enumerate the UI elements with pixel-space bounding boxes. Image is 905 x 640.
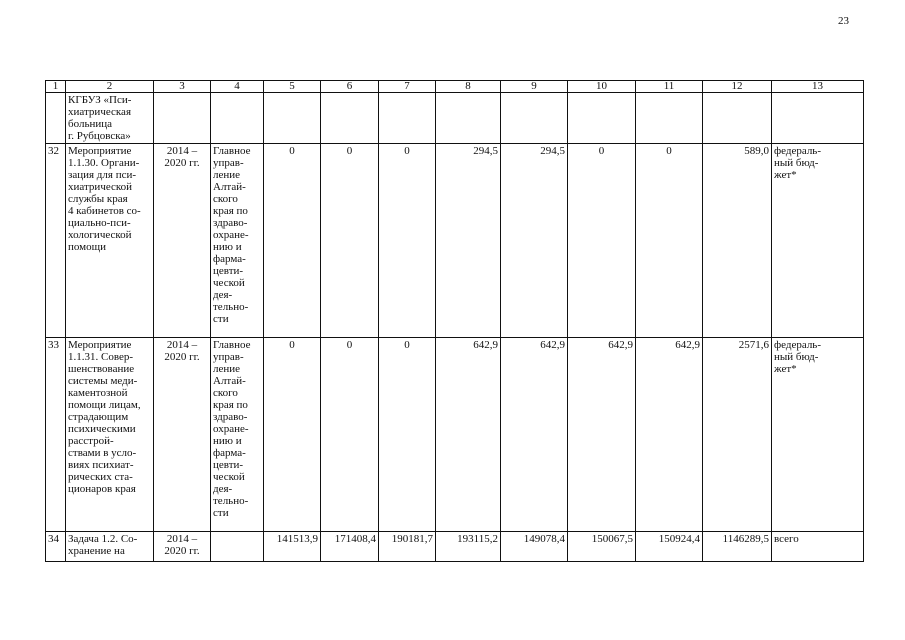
row-name: КГБУЗ «Пси- хиатрическая больница г. Рубцовска» [66, 93, 154, 144]
value-cell: 642,9 [636, 338, 703, 532]
value-cell [636, 93, 703, 144]
row-source: федераль- ный бюд- жет* [772, 338, 864, 532]
header-cell-5: 5 [264, 81, 321, 93]
value-cell: 0 [379, 338, 436, 532]
row-period: 2014 – 2020 гг. [154, 144, 211, 338]
value-cell: 642,9 [436, 338, 501, 532]
row-executor [211, 93, 264, 144]
value-cell: 150924,4 [636, 532, 703, 562]
table-row [46, 93, 864, 144]
header-cell-2: 2 [66, 81, 154, 93]
row-source: всего [772, 532, 864, 562]
value-cell: 141513,9 [264, 532, 321, 562]
header-cell-13: 13 [772, 81, 864, 93]
row-executor: Главное управ- ление Алтай- ского края по здраво- охране- нию и фарма- цевти- ческой дея- тельно- сти [211, 338, 264, 532]
header-cell-6: 6 [321, 81, 379, 93]
value-cell: 0 [379, 144, 436, 338]
header-cell-4: 4 [211, 81, 264, 93]
value-cell: 150067,5 [568, 532, 636, 562]
header-cell-7: 7 [379, 81, 436, 93]
value-cell [379, 93, 436, 144]
header-cell-10: 10 [568, 81, 636, 93]
value-cell: 149078,4 [501, 532, 568, 562]
header-cell-12: 12 [703, 81, 772, 93]
table-row [46, 338, 864, 532]
header-cell-1: 1 [46, 81, 66, 93]
header-row [46, 81, 864, 93]
value-cell: 0 [568, 144, 636, 338]
value-cell: 0 [321, 144, 379, 338]
header-cell-9: 9 [501, 81, 568, 93]
table-row [46, 532, 864, 562]
value-cell [264, 93, 321, 144]
value-cell: 193115,2 [436, 532, 501, 562]
value-cell [703, 93, 772, 144]
row-name: Мероприятие 1.1.30. Органи- зация для пси- хиатрической службы края 4 кабинетов со- циально-пси- хологической помощи [66, 144, 154, 338]
value-cell: 294,5 [501, 144, 568, 338]
value-cell [568, 93, 636, 144]
value-cell: 0 [321, 338, 379, 532]
value-cell: 1146289,5 [703, 532, 772, 562]
row-source [772, 93, 864, 144]
row-name: Задача 1.2. Со- хранение на [66, 532, 154, 562]
row-source: федераль- ный бюд- жет* [772, 144, 864, 338]
value-cell: 589,0 [703, 144, 772, 338]
header-cell-3: 3 [154, 81, 211, 93]
header-cell-8: 8 [436, 81, 501, 93]
table-row [46, 144, 864, 338]
header-cell-11: 11 [636, 81, 703, 93]
row-period: 2014 – 2020 гг. [154, 338, 211, 532]
row-name: Мероприятие 1.1.31. Совер- шенствование системы меди- каментозной помощи лицам, страдающим психическими расстрой- ствами в усло- виях психиат- рических ста- ционаров края [66, 338, 154, 532]
row-period [154, 93, 211, 144]
value-cell: 0 [636, 144, 703, 338]
row-number: 32 [46, 144, 66, 338]
row-executor: Главное управ- ление Алтай- ского края по здраво- охране- нию и фарма- цевти- ческой дея- тельно- сти [211, 144, 264, 338]
row-number [46, 93, 66, 144]
value-cell [501, 93, 568, 144]
value-cell: 0 [264, 144, 321, 338]
row-number: 33 [46, 338, 66, 532]
value-cell [436, 93, 501, 144]
value-cell: 642,9 [501, 338, 568, 532]
value-cell: 0 [264, 338, 321, 532]
value-cell: 642,9 [568, 338, 636, 532]
budget-table [45, 80, 864, 562]
value-cell: 171408,4 [321, 532, 379, 562]
value-cell: 190181,7 [379, 532, 436, 562]
page-number: 23 [838, 15, 849, 27]
value-cell: 2571,6 [703, 338, 772, 532]
row-period: 2014 – 2020 гг. [154, 532, 211, 562]
value-cell [321, 93, 379, 144]
value-cell: 294,5 [436, 144, 501, 338]
row-number: 34 [46, 532, 66, 562]
row-executor [211, 532, 264, 562]
